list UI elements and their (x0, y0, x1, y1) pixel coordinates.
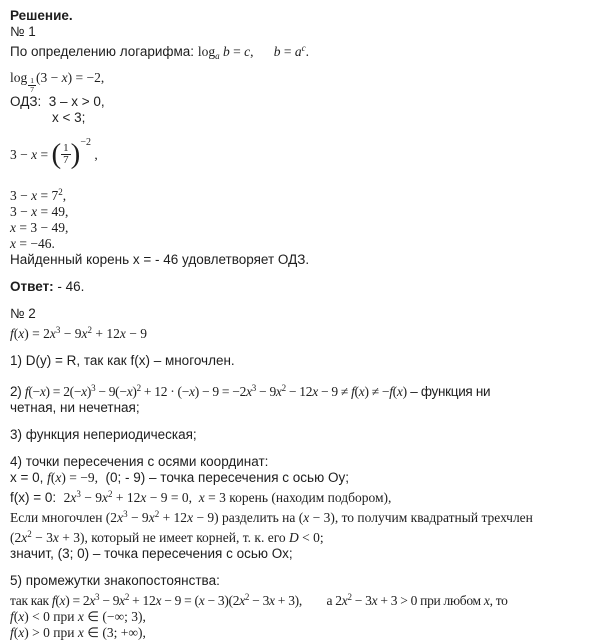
text-run: x (52, 529, 59, 545)
text-run: x (371, 592, 378, 608)
text-run: x (119, 325, 126, 341)
text-run: = (229, 44, 245, 59)
blank-line (10, 295, 596, 306)
text-run: 3 − (10, 187, 32, 203)
text-run: ) (86, 383, 92, 399)
text-run: ( (13, 608, 19, 624)
text-run: x (341, 592, 348, 608)
text-run: ) (70, 138, 81, 171)
text-run: так как (10, 592, 52, 608)
text-run: x (239, 592, 245, 608)
text-run: x (275, 383, 282, 399)
odz-line2 (10, 110, 596, 126)
text-run: x (396, 383, 403, 399)
text-run: ) > 0 при (24, 624, 78, 640)
text-run: 2 (244, 591, 250, 602)
fraction (61, 143, 71, 167)
text-run: x (18, 608, 25, 624)
text-run: x (31, 146, 38, 162)
text-run: ( (55, 592, 60, 608)
text-run: f (10, 624, 14, 640)
text-run: x (18, 325, 25, 341)
text-run: , (90, 146, 98, 162)
text-run: 3) функция непериодическая; (10, 426, 197, 442)
text-run: − 3 (249, 592, 270, 608)
text-run: + 12 · (− (140, 383, 190, 399)
text-run: 3 (76, 488, 81, 499)
text-run: + 3), который не имеет корней, т. к. его (58, 529, 290, 545)
text-run: - 46. (53, 278, 85, 294)
text-run: 3 (123, 508, 128, 519)
text-run: 3 (95, 591, 100, 602)
blank-line (10, 369, 596, 380)
text-run: 3 − (10, 203, 32, 219)
text-run: x (18, 624, 25, 640)
text-run: − 9 = ( (161, 592, 199, 608)
function-definition (10, 322, 596, 342)
item5-positive (10, 625, 596, 641)
text-run: −2 (80, 136, 91, 148)
text-run: x (55, 469, 62, 485)
text-run: 2) (10, 383, 25, 399)
equation-step1 (10, 184, 596, 204)
text-run: ОДЗ: 3 – x > 0, (10, 93, 105, 109)
text-run: Ответ: (10, 278, 54, 294)
text-run: − 9(− (95, 383, 127, 399)
text-run: x (81, 383, 87, 399)
text-run: x (189, 383, 195, 399)
text-run: x (187, 509, 194, 525)
text-run: f (24, 383, 29, 399)
text-run: x (31, 187, 38, 203)
text-run: 3 − (10, 146, 32, 162)
blank-line (10, 342, 596, 353)
text-run: ∈ (3; +∞), (83, 624, 146, 640)
text-run: − 9 (99, 592, 120, 608)
item2-parity (10, 380, 596, 400)
text-run: + 12 (129, 592, 156, 608)
text-run: f (10, 608, 14, 624)
text-run: ) = −2, (67, 70, 105, 85)
text-run: x (59, 592, 66, 608)
equation-power (10, 137, 596, 173)
text-run: x (269, 592, 275, 608)
text-run: b (273, 44, 281, 59)
text-run: x (198, 489, 205, 505)
odz-line1 (10, 94, 596, 110)
text-run: 1) D(y) = R, так как f(x) – многочлен. (10, 352, 235, 368)
solution-heading (10, 8, 596, 24)
text-run: − 3 (31, 529, 53, 545)
text-run: f (51, 592, 56, 608)
text-run: 2 (154, 508, 160, 519)
item5-factoring (10, 589, 596, 609)
log-definition (10, 40, 596, 64)
blank-line (10, 562, 596, 573)
text-run: ) (132, 383, 137, 399)
text-run: 2 (108, 488, 113, 499)
text-run: x (31, 203, 38, 219)
text-run: x (246, 383, 252, 399)
text-run: + 12 (92, 325, 120, 341)
text-run: − 9 = 0, (146, 489, 199, 505)
text-run: f (351, 383, 355, 399)
text-run: 2 (87, 324, 92, 335)
text-run: 2 (27, 528, 32, 539)
text-run: x = 0, (10, 469, 48, 485)
text-run: x (77, 624, 84, 640)
text-run: x (89, 592, 96, 608)
item4-intersections (10, 454, 596, 470)
text-run: (2 (10, 529, 22, 545)
text-run: . (305, 44, 309, 59)
text-run: , (250, 44, 274, 59)
text-run: log (10, 70, 28, 85)
text-run: + 12 (159, 509, 188, 525)
text-run: + 3 > 0 при любом (377, 592, 484, 608)
text-run: x (10, 235, 16, 251)
text-run: a (215, 51, 220, 61)
item5-negative (10, 609, 596, 625)
text-run: , то (489, 592, 508, 608)
equation-step4 (10, 236, 596, 252)
text-run: x (117, 509, 124, 525)
text-run: По определению логарифма: (10, 44, 198, 59)
text-run: x (39, 383, 46, 399)
text-run: x (81, 325, 88, 341)
text-run: − 3)(2 (204, 592, 240, 608)
text-run: − 9 ≠ (317, 383, 352, 399)
text-run: (3 − (36, 70, 62, 85)
text-run: 2 (124, 591, 130, 602)
equation-step2 (10, 204, 596, 220)
item4-quadratic (10, 526, 596, 546)
text-run: Если многочлен (2 (10, 509, 118, 525)
text-run: = (37, 146, 52, 162)
text-run: log (197, 44, 216, 59)
fraction-numerator: 1 (63, 141, 69, 154)
equation-step3 (10, 220, 596, 236)
text-run: ( (50, 469, 56, 485)
text-run: ) − 9 = −2 (194, 383, 247, 399)
text-run: + 12 (112, 489, 141, 505)
text-run: − 9 (125, 325, 147, 341)
text-run: x (155, 592, 162, 608)
text-run: ( (51, 138, 62, 171)
text-run: − 9 (60, 325, 82, 341)
text-run: ) = 2 (24, 325, 50, 341)
text-run: 3 (55, 324, 61, 335)
text-run: ) ≠ − (364, 383, 390, 399)
text-run: − 9) разделить на ( (193, 509, 304, 525)
text-run: x (49, 325, 56, 341)
text-run: x (483, 592, 490, 608)
text-run: f (389, 383, 393, 399)
item4-conclusion (10, 546, 596, 562)
text-run: 4) точки пересечения с осями координат: (10, 453, 269, 469)
text-run: ) (402, 383, 407, 399)
text-run: − 9 (255, 383, 276, 399)
text-run: a (294, 44, 302, 59)
text-run: x (303, 509, 310, 525)
item3-periodicity (10, 427, 596, 443)
text-run: № 1 (10, 24, 36, 39)
text-run: x (312, 383, 318, 399)
text-run: x (358, 383, 365, 399)
text-run: x (126, 383, 133, 399)
text-run: x (102, 489, 109, 505)
text-run: x (148, 509, 155, 525)
text-run: x (198, 592, 205, 608)
text-run: x (61, 70, 68, 85)
text-run: f (10, 325, 14, 341)
text-run: 2 (281, 382, 286, 393)
text-run: x (140, 489, 147, 505)
text-run: = 3 − 49, (16, 219, 69, 235)
text-run: ( (13, 325, 19, 341)
text-run: c (244, 44, 251, 59)
text-run: c (301, 43, 306, 53)
task1-number (10, 24, 596, 40)
text-run: − 9 (127, 509, 149, 525)
item4-oy (10, 470, 596, 486)
text-run: 2 (58, 186, 63, 197)
text-run: x (70, 489, 77, 505)
blank-line (10, 443, 596, 454)
text-run: x (10, 219, 16, 235)
item2-parity-cont (10, 400, 596, 416)
text-run: 2 (136, 382, 141, 393)
text-run: ( (13, 624, 19, 640)
text-run: x (119, 592, 125, 608)
text-run: Найденный корень x = - 46 удовлетворяет ОДЗ. (10, 251, 310, 267)
text-run: < 0; (298, 529, 324, 545)
text-run: x (77, 608, 84, 624)
text-run: 3 (251, 382, 256, 393)
text-run: = 7 (37, 187, 59, 203)
text-run: (− (28, 383, 40, 399)
text-run: 2 (63, 489, 71, 505)
fraction-denominator: 7 (63, 154, 69, 167)
fraction-denominator: 7 (30, 85, 35, 94)
task2-number (10, 306, 596, 322)
blank-line (10, 416, 596, 427)
item4-ox-root (10, 486, 596, 506)
text-run: + 3), а 2 (274, 592, 342, 608)
item5-sign-intervals (10, 573, 596, 589)
text-run: − 9 (80, 489, 103, 505)
text-run: ) = 2 (65, 592, 90, 608)
text-run: ) = −9, (61, 469, 99, 485)
text-run: ) = 2(− (45, 383, 82, 399)
fraction (28, 77, 36, 94)
fraction-numerator: 1 (30, 76, 35, 86)
text-run: f(x) = 0: (10, 489, 64, 505)
text-run: 3 (91, 382, 96, 393)
text-run: x < 3; (52, 109, 86, 125)
text-run: значит, (3; 0) – точка пересечения с осью Ох; (10, 545, 293, 561)
root-check (10, 252, 596, 268)
text-run: D (289, 529, 299, 545)
blank-line (10, 268, 596, 279)
text-run: f (47, 469, 51, 485)
blank-line (10, 173, 596, 184)
text-run: , (62, 187, 67, 203)
text-run: ) < 0 при (24, 608, 78, 624)
text-run: (0; - 9) – точка пересечения с осью Оу; (98, 469, 349, 485)
text-run: Решение. (10, 8, 73, 23)
equation-log (10, 64, 596, 94)
text-run: – функция ни (406, 383, 491, 399)
text-run: − 3 (351, 592, 372, 608)
item4-division (10, 506, 596, 526)
item1-domain (10, 353, 596, 369)
text-run: = −46. (16, 235, 55, 251)
text-run: = (280, 44, 295, 59)
text-run: 2 (347, 591, 352, 602)
text-run: b (222, 44, 230, 59)
text-run: четная, ни нечетная; (10, 399, 140, 415)
blank-line (10, 126, 596, 137)
text-run: = 3 корень (находим подбором), (204, 489, 392, 505)
text-run: − 12 (285, 383, 313, 399)
text-run: № 2 (10, 305, 36, 321)
answer-line (10, 279, 596, 295)
text-run: = 49, (37, 203, 69, 219)
text-run: x (21, 529, 28, 545)
text-run: 5) промежутки знакопостоянства: (10, 572, 220, 588)
text-run: ∈ (−∞; 3), (83, 608, 146, 624)
text-run: ( (354, 383, 359, 399)
text-run: ( (392, 383, 397, 399)
text-run: − 3), то получим квадратный трехчлен (309, 509, 533, 525)
